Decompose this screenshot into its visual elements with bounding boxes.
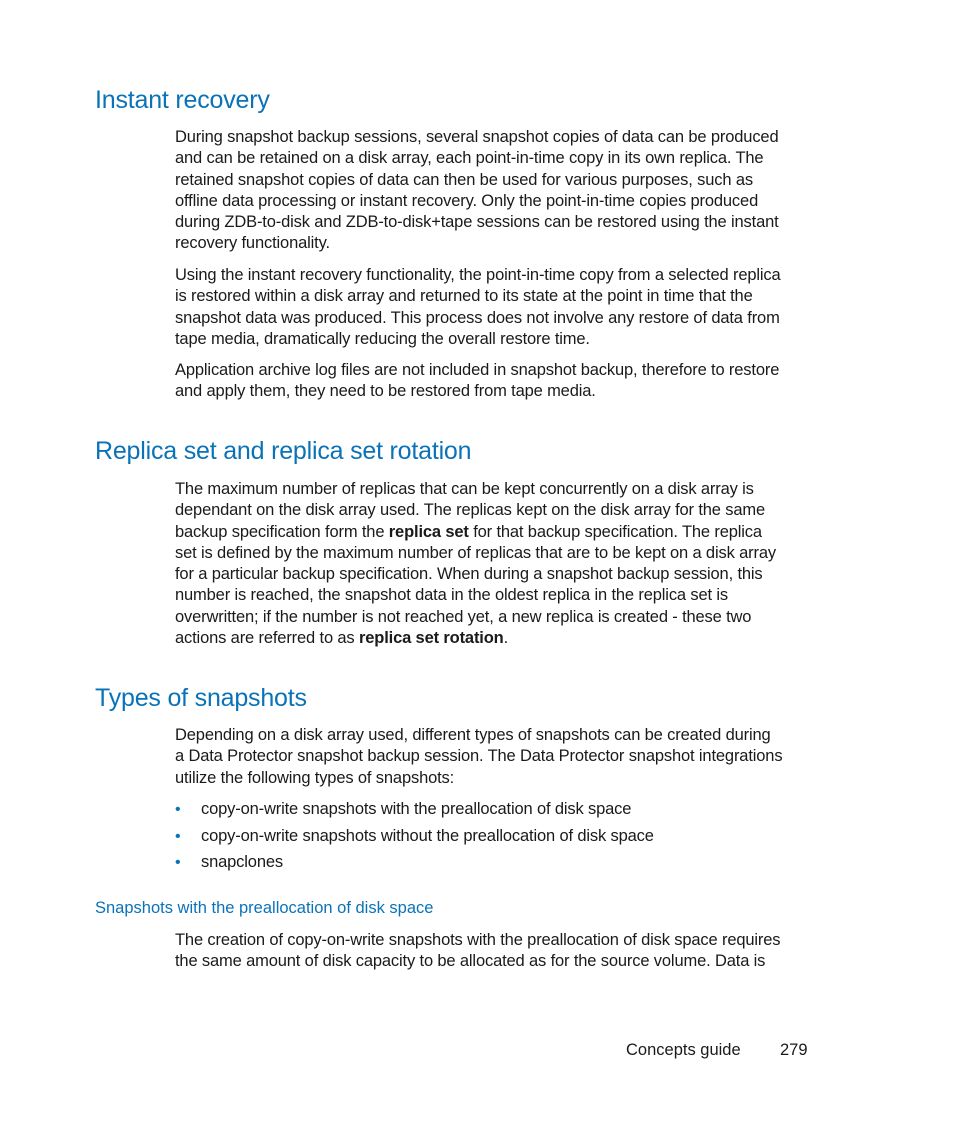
text-line: number is reached, the snapshot data in the oldest replica in the replica set is [175, 586, 728, 605]
text-line: a Data Protector snapshot backup session. The Data Protector snapshot integrations [175, 747, 783, 766]
list-item-text: copy-on-write snapshots with the preallocation of disk space [201, 800, 632, 818]
text-run: actions are referred to as [175, 629, 359, 648]
text-line: the same amount of disk capacity to be allocated as for the source volume. Data is [175, 952, 766, 971]
list-item [175, 852, 825, 879]
heading-instant-recovery: Instant recovery [95, 86, 270, 114]
list-item-text: copy-on-write snapshots without the preallocation of disk space [201, 826, 654, 845]
text-line: and can be retained on a disk array, each point-in-time copy in its own replica. The [175, 149, 764, 168]
paragraph-instant-recovery-1 [175, 127, 825, 255]
text-line [175, 628, 825, 649]
term-replica-set: replica set [388, 522, 469, 541]
paragraph-preallocation [175, 930, 825, 973]
text-line: for a particular backup specification. When during a snapshot backup session, this [175, 565, 763, 584]
text-run: . [503, 629, 509, 648]
heading-types-of-snapshots: Types of snapshots [95, 684, 307, 712]
list-item-text: snapclones [201, 853, 283, 871]
text-run: backup specification form the [175, 522, 389, 541]
paragraph-instant-recovery-3 [175, 360, 825, 403]
list-item [175, 799, 825, 826]
bullet-icon: • [175, 854, 181, 871]
paragraph-replica-set [175, 479, 825, 649]
footer-guide-title: Concepts guide [626, 1041, 741, 1059]
text-line: Using the instant recovery functionality, the point-in-time copy from a selected replica [175, 266, 781, 284]
text-line [175, 522, 825, 543]
text-line: during ZDB-to-disk and ZDB-to-disk+tape sessions can be restored using the instant [175, 213, 779, 232]
text-line: The maximum number of replicas that can be kept concurrently on a disk array is [175, 480, 754, 498]
heading-snapshots-with-preallocation: Snapshots with the preallocation of disk space [95, 899, 434, 917]
bullet-icon: • [175, 827, 181, 845]
term-replica-set-rotation: replica set rotation [358, 629, 504, 648]
paragraph-instant-recovery-2 [175, 265, 825, 350]
bullet-icon: • [175, 801, 181, 818]
text-line: and apply them, they need to be restored from tape media. [175, 382, 596, 401]
list-item [175, 826, 825, 853]
text-line: Application archive log files are not included in snapshot backup, therefore to restore [175, 361, 780, 379]
text-line: retained snapshot copies of data can then be used for various purposes, such as [175, 170, 753, 189]
text-line: utilize the following types of snapshots: [175, 768, 455, 787]
text-line: Depending on a disk array used, different types of snapshots can be created during [175, 726, 771, 744]
snapshot-types-list [175, 799, 825, 879]
text-line: The creation of copy-on-write snapshots with the preallocation of disk space requires [175, 931, 781, 949]
text-line: is restored within a disk array and returned to its state at the point in time that the [175, 287, 753, 306]
footer-page-number: 279 [780, 1041, 808, 1059]
text-run: for that backup specification. The replica [468, 522, 762, 541]
text-line: set is defined by the maximum number of replicas that are to be kept on a disk array [175, 543, 776, 562]
heading-replica-set: Replica set and replica set rotation [95, 437, 472, 465]
text-line: tape media, dramatically reducing the overall restore time. [175, 329, 590, 348]
text-line: dependant on the disk array used. The replicas kept on the disk array for the same [175, 501, 765, 520]
text-line: overwritten; if the number is not reached yet, a new replica is created - these two [175, 607, 752, 626]
text-line: During snapshot backup sessions, several snapshot copies of data can be produced [175, 128, 779, 146]
text-line: offline data processing or instant recovery. Only the point-in-time copies produced [175, 191, 759, 210]
text-line: snapshot data was produced. This process does not involve any restore of data from [175, 308, 780, 327]
paragraph-types-intro [175, 725, 825, 789]
text-line: recovery functionality. [175, 234, 330, 253]
